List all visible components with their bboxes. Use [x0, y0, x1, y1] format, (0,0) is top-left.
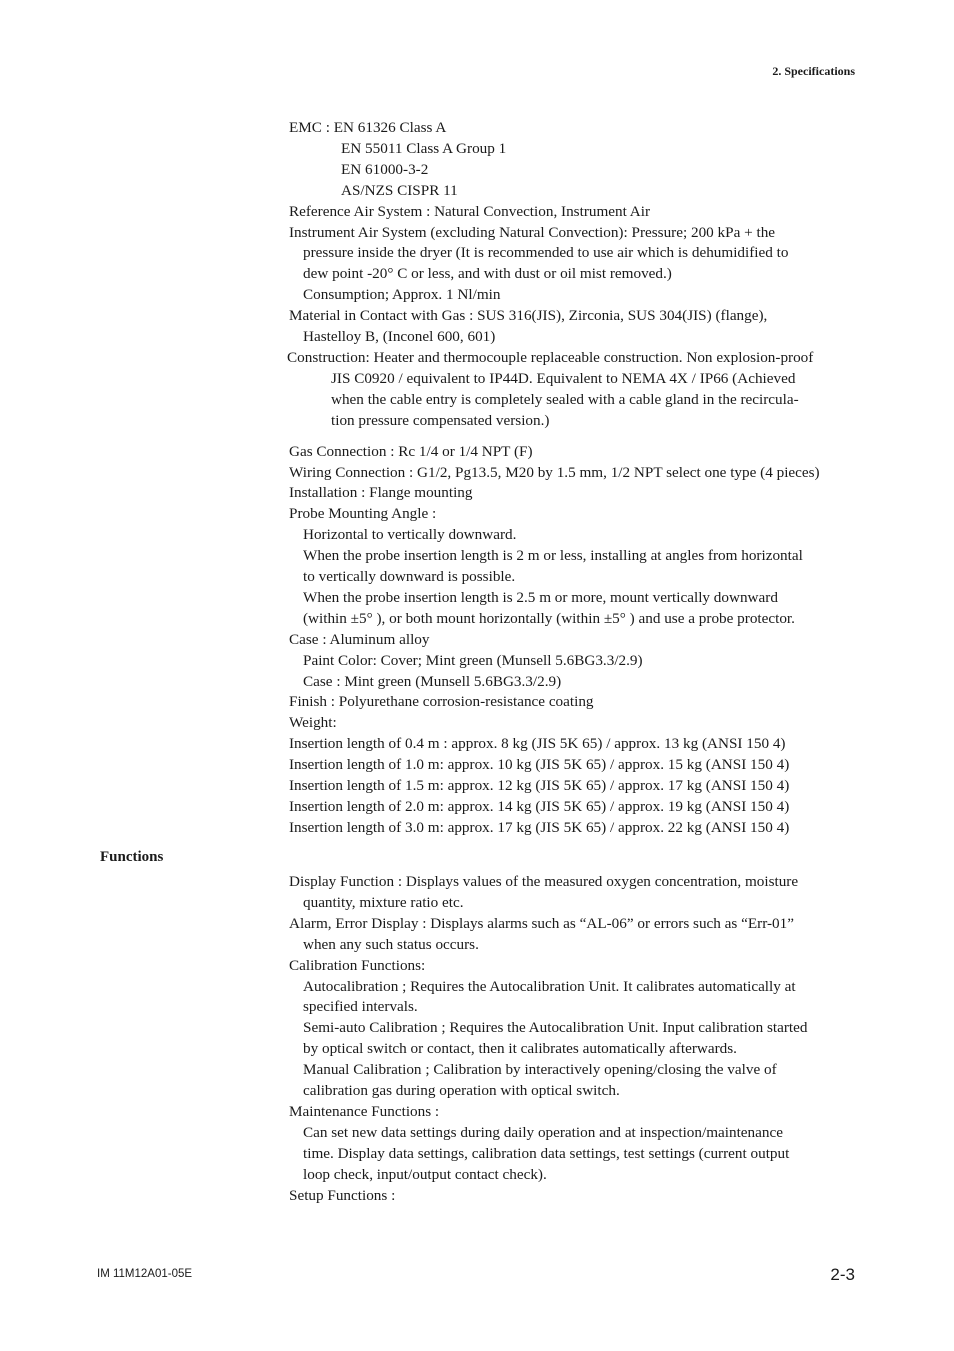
- weight-line: Weight:: [289, 714, 337, 732]
- mounting-angle-line: to vertically downward is possible.: [303, 568, 516, 586]
- material-line: Hastelloy B, (Inconel 600, 601): [303, 328, 496, 346]
- case-line: Case : Mint green (Munsell 5.6BG3.3/2.9): [303, 672, 562, 690]
- maintenance-line: Maintenance Functions :: [289, 1102, 440, 1120]
- maintenance-line: loop check, input/output contact check).: [303, 1165, 547, 1183]
- emc-line: AS/NZS CISPR 11: [341, 181, 458, 199]
- calibration-line: by optical switch or contact, then it calibrates automatically afterwards.: [303, 1040, 737, 1058]
- case-line: Paint Color: Cover; Mint green (Munsell 5.6BG3.3/2.9): [303, 651, 643, 669]
- case-line: Case : Aluminum alloy: [289, 630, 430, 648]
- mounting-angle-line: When the probe insertion length is 2.5 m or more, mount vertically downward: [303, 588, 778, 606]
- display-function-line: Display Function : Displays values of the measured oxygen concentration, moisture: [289, 873, 799, 890]
- calibration-line: Manual Calibration ; Calibration by interactively opening/closing the valve of: [303, 1061, 777, 1079]
- instrument-air-line: dew point -20° C or less, and with dust or oil mist removed.): [303, 265, 672, 283]
- section-header: 2. Specifications: [772, 64, 855, 78]
- maintenance-line: time. Display data settings, calibration data settings, test settings (current output: [303, 1144, 790, 1162]
- weight-line: Insertion length of 3.0 m: approx. 17 kg (JIS 5K 65) / approx. 22 kg (ANSI 150 4): [289, 818, 790, 836]
- functions-block: [289, 872, 859, 1207]
- construction-line: tion pressure compensated version.): [331, 411, 550, 429]
- weight-line: Insertion length of 1.5 m: approx. 12 kg (JIS 5K 65) / approx. 17 kg (ANSI 150 4): [289, 777, 790, 795]
- calibration-line: Calibration Functions:: [289, 956, 426, 974]
- mounting-angle-line: Horizontal to vertically downward.: [303, 526, 517, 544]
- mounting-angle-line: When the probe insertion length is 2 m or less, installing at angles from horizontal: [303, 547, 803, 565]
- finish-line: Finish : Polyurethane corrosion-resistance coating: [289, 693, 594, 711]
- weight-line: Insertion length of 0.4 m : approx. 8 kg (JIS 5K 65) / approx. 13 kg (ANSI 150 4): [289, 735, 786, 753]
- weight-line: Insertion length of 1.0 m: approx. 10 kg (JIS 5K 65) / approx. 15 kg (ANSI 150 4): [289, 756, 790, 774]
- instrument-air-line: Consumption; Approx. 1 Nl/min: [303, 286, 501, 304]
- emc-line: EMC : EN 61326 Class A: [289, 119, 447, 136]
- alarm-display-line: when any such status occurs.: [303, 935, 479, 953]
- mounting-angle-line: (within ±5° ), or both mount horizontally (within ±5° ) and use a probe protector.: [303, 609, 795, 627]
- construction-line: JIS C0920 / equivalent to IP44D. Equivalent to NEMA 4X / IP66 (Achieved: [331, 369, 796, 387]
- instrument-air-line: Instrument Air System (excluding Natural Convection): Pressure; 200 kPa + the: [289, 223, 776, 241]
- instrument-air-line: pressure inside the dryer (It is recommended to use air which is dehumidified to: [303, 244, 789, 262]
- weight-line: Insertion length of 2.0 m: approx. 14 kg (JIS 5K 65) / approx. 19 kg (ANSI 150 4): [289, 798, 790, 815]
- page-number: 2-3: [830, 1265, 855, 1284]
- material-line: Material in Contact with Gas : SUS 316(JIS), Zirconia, SUS 304(JIS) (flange),: [289, 307, 768, 325]
- setup-functions-line: Setup Functions :: [289, 1186, 396, 1204]
- gas-connection-line: Gas Connection : Rc 1/4 or 1/4 NPT (F): [289, 442, 533, 460]
- emc-line: EN 55011 Class A Group 1: [341, 139, 507, 157]
- calibration-line: Semi-auto Calibration ; Requires the Autocalibration Unit. Input calibration started: [303, 1019, 808, 1037]
- alarm-display-line: Alarm, Error Display : Displays alarms such as “AL-06” or errors such as “Err-01”: [289, 914, 794, 932]
- calibration-line: calibration gas during operation with optical switch.: [303, 1082, 620, 1100]
- construction-line: when the cable entry is completely sealed with a cable gland in the recircula-: [331, 390, 799, 408]
- display-function-line: quantity, mixture ratio etc.: [303, 893, 464, 911]
- calibration-line: Autocalibration ; Requires the Autocalibration Unit. It calibrates automatically at: [303, 977, 796, 995]
- maintenance-line: Can set new data settings during daily operation and at inspection/maintenance: [303, 1123, 783, 1141]
- emc-line: EN 61000-3-2: [341, 160, 429, 178]
- construction-line: Construction: Heater and thermocouple replaceable construction. Non explosion-proof: [287, 348, 814, 366]
- calibration-line: specified intervals.: [303, 998, 418, 1016]
- mounting-angle-line: Probe Mounting Angle :: [289, 505, 437, 523]
- reference-air-line: Reference Air System : Natural Convection, Instrument Air: [289, 202, 651, 220]
- functions-heading: Functions: [100, 849, 164, 865]
- wiring-connection-line: Wiring Connection : G1/2, Pg13.5, M20 by 1.5 mm, 1/2 NPT select one type (4 pieces): [289, 463, 820, 481]
- specifications-block: [289, 118, 859, 839]
- document-id: IM 11M12A01-05E: [97, 1268, 193, 1280]
- installation-line: Installation : Flange mounting: [289, 484, 473, 502]
